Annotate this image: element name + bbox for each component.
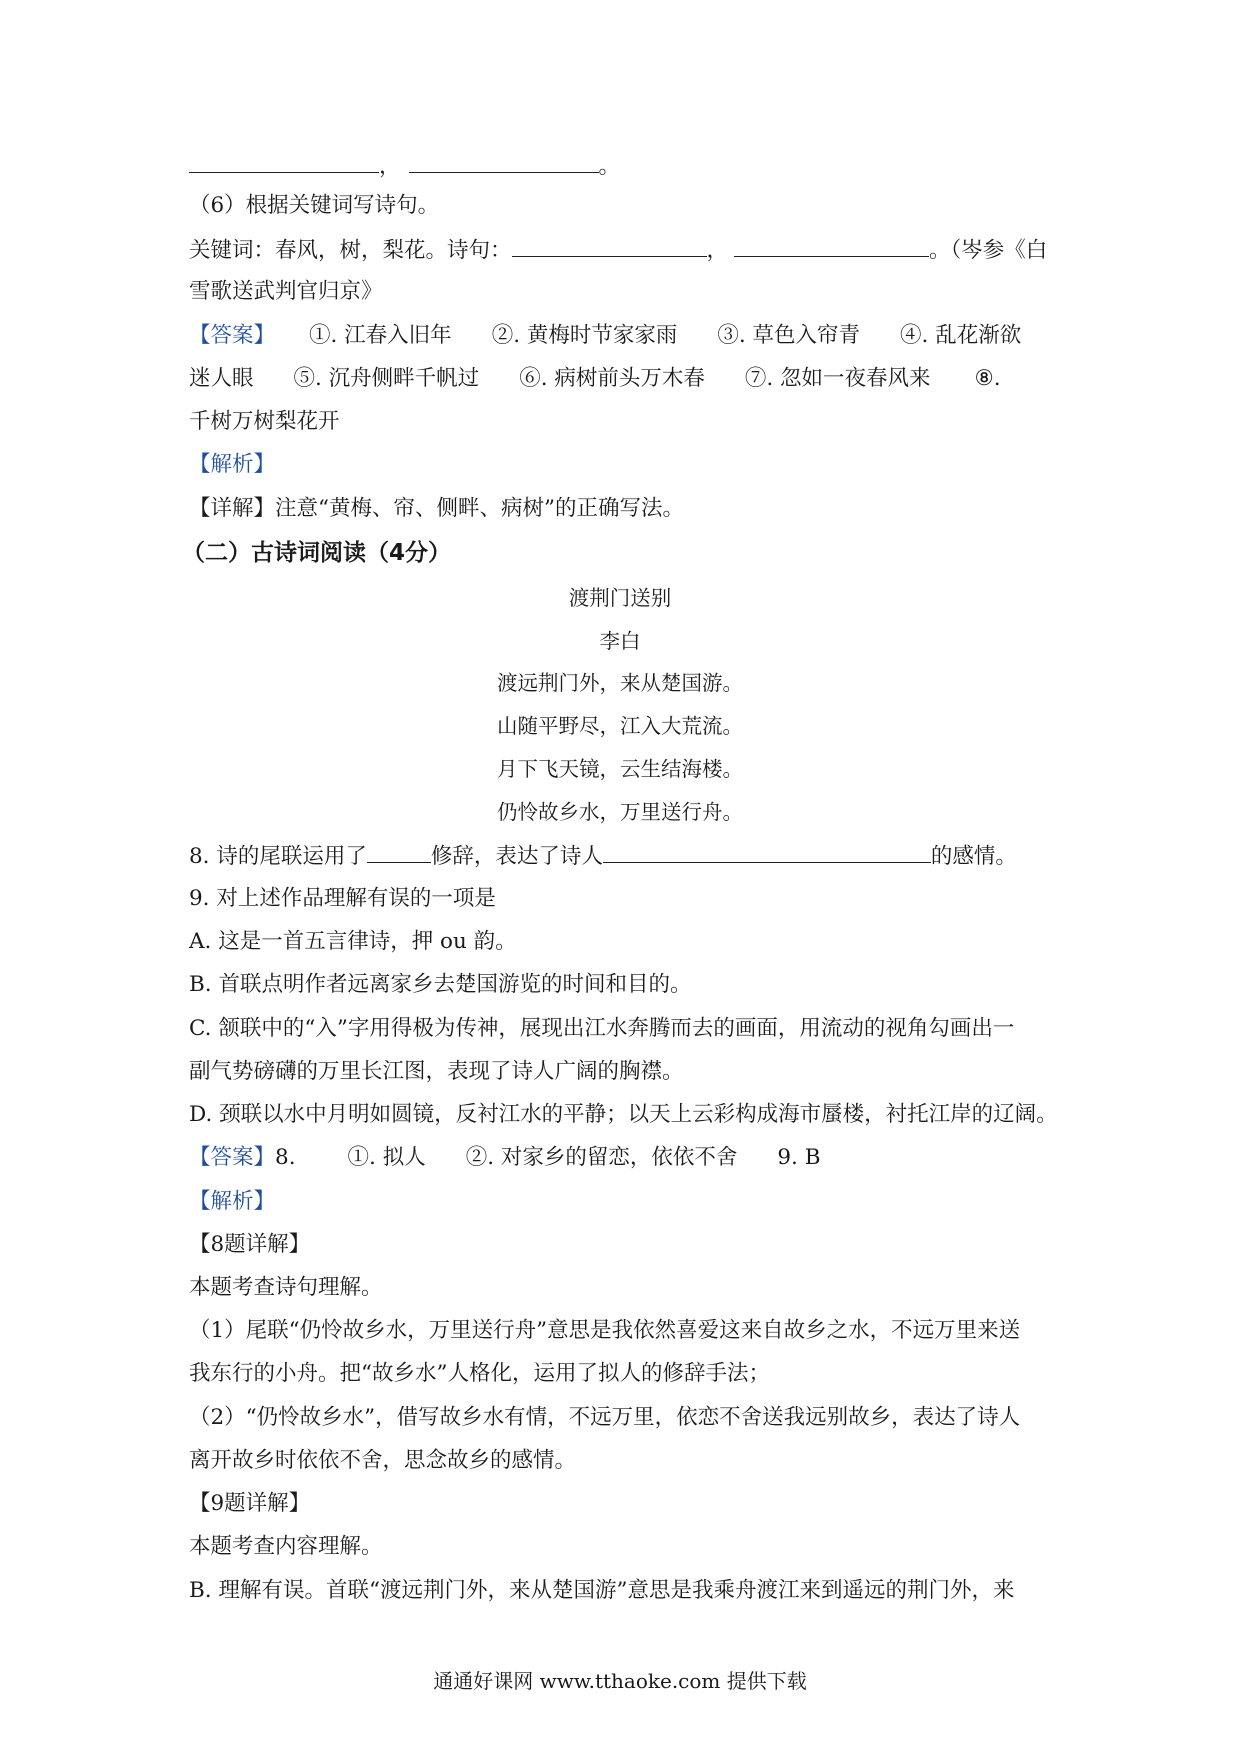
answer-blank [603,840,931,863]
answer-blank [734,234,929,257]
option-c-cont: 副气势磅礴的万里长江图，表现了诗人广阔的胸襟。 [189,1059,684,1084]
question-6: （6）根据关键词写诗句。 [189,193,440,218]
poem-line-3: 月下飞天镜，云生结海楼。 [497,757,743,781]
poem-author: 李白 [599,629,641,653]
poem-line-2: 山随平野尽，江入大荒流。 [497,714,743,738]
detail-1: 【详解】注意“黄梅、帘、侧畔、病树”的正确写法。 [189,496,684,521]
answer-line-1: 【答案】 ①. 江春入旧年 ②. 黄梅时节家家雨 ③. 草色入帘青 ④. 乱花渐欲 [189,323,1022,348]
keyword-line-cont: 雪歌送武判官归京》 [189,279,383,304]
option-c: C. 颔联中的“入”字用得极为传神，展现出江水奔腾而去的画面，用流动的视角勾画出一 [189,1016,1015,1041]
answer-blank [189,150,379,173]
question-9: 9. 对上述作品理解有误的一项是 [189,886,496,911]
paragraph: （2）“仍怜故乡水”，借写故乡水有情，不远万里，依恋不舍送我远别故乡，表达了诗人 [189,1405,1021,1430]
poem-line-4: 仍怜故乡水，万里送行舟。 [497,800,743,824]
answer-tag: 【答案】 [189,1145,276,1170]
page-footer: 通通好课网 www.tthaoke.com 提供下载 [433,1669,807,1693]
fill-blank-line-1: ， 。 [189,150,620,182]
detail-9-heading: 【9题详解】 [189,1491,311,1516]
question-8: 8. 诗的尾联运用了 修辞，表达了诗人 的感情。 [189,840,1017,872]
paragraph: 离开故乡时依依不舍，思念故乡的感情。 [189,1448,577,1473]
answer-line-2: 迷人眼 ⑤. 沉舟侧畔千帆过 ⑥. 病树前头万木春 ⑦. 忽如一夜春风来 ⑧. [189,366,1001,391]
answer-blank [512,234,707,257]
paragraph: 我东行的小舟。把“故乡水”人格化，运用了拟人的修辞手法； [189,1361,770,1386]
option-a: A. 这是一首五言律诗，押 ou 韵。 [189,929,517,954]
paragraph: 本题考查内容理解。 [189,1534,383,1559]
option-d: D. 颈联以水中月明如圆镜，反衬江水的平静；以天上云彩构成海市蜃楼，衬托江岸的辽阔。 [189,1102,1058,1127]
analysis-tag: 【解析】 [189,452,276,477]
paragraph: 本题考查诗句理解。 [189,1275,383,1300]
option-b: B. 首联点明作者远离家乡去楚国游览的时间和目的。 [189,972,692,997]
poem-line-1: 渡远荆门外，来从楚国游。 [497,671,743,695]
answer-line-3: 千树万树梨花开 [189,409,340,434]
keyword-line: 关键词：春风，树，梨花。诗句： ， 。（岑参《白 [189,234,1047,266]
analysis-tag: 【解析】 [189,1189,276,1214]
poem-title: 渡荆门送别 [568,586,672,610]
answer-blank [367,840,431,863]
paragraph: B. 理解有误。首联“渡远荆门外，来从楚国游”意思是我乘舟渡江来到遥远的荆门外，来 [189,1578,1015,1603]
section-heading: （二）古诗词阅读（4分） [182,540,452,566]
paragraph: （1）尾联“仍怜故乡水，万里送行舟”意思是我依然喜爱这来自故乡之水，不远万里来送 [189,1318,1021,1343]
answer-tag: 【答案】 [189,323,276,348]
detail-8-heading: 【8题详解】 [189,1232,311,1257]
answer-blank [409,150,599,173]
answer-line-4: 【答案】8. ①. 拟人 ②. 对家乡的留恋，依依不舍 9. B [189,1145,821,1170]
